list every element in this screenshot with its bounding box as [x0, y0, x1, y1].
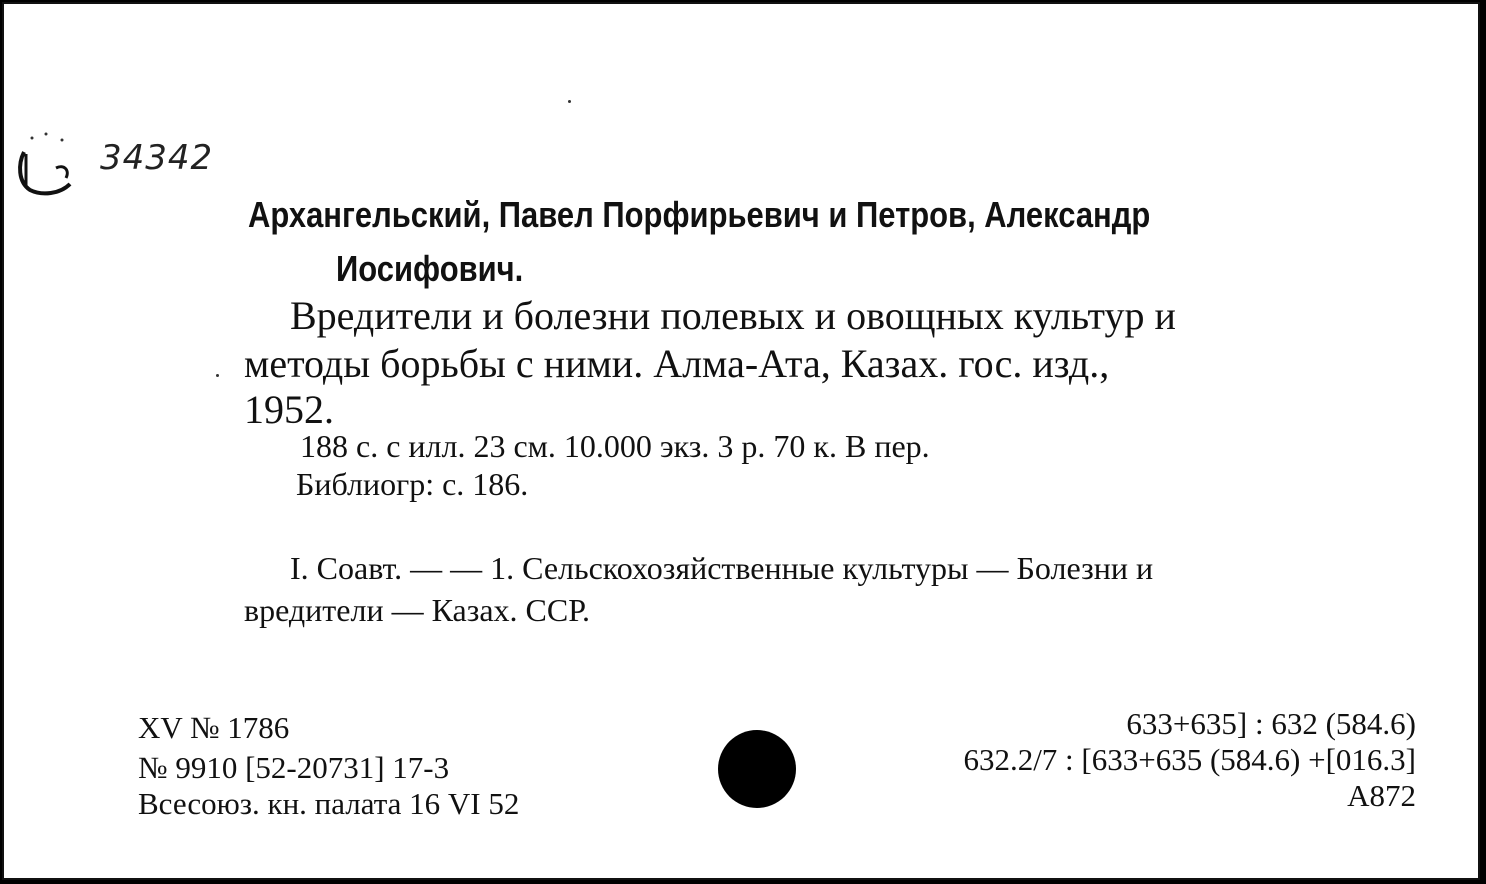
catalog-card: [2, 2, 1480, 880]
punch-hole: [718, 730, 796, 808]
author-heading-line-2: Иосифович.: [336, 248, 524, 289]
bottom-left-line-2: № 9910 [52-20731] 17-3: [138, 750, 450, 785]
author-heading-line-1: Архангельский, Павел Порфирьевич и Петров, Александр: [248, 194, 1151, 235]
classification-line-2: 632.2/7 : [633+635 (584.6) +[016.3]: [963, 742, 1416, 777]
title-line-1: Вредители и болезни полевых и овощных культур и: [290, 293, 1176, 338]
bottom-left-line-1: XV № 1786: [138, 710, 290, 745]
classification-line-1: 633+635] : 632 (584.6): [1126, 706, 1416, 741]
physical-description-line-2: Библиогр: с. 186.: [296, 466, 529, 502]
author-mark: А872: [1347, 778, 1416, 813]
bottom-left-line-3: Всесоюз. кн. палата 16 VI 52: [138, 786, 520, 821]
speck: [568, 100, 571, 103]
tracings-line-2: вредители — Казах. ССР.: [244, 592, 591, 628]
tracings-line-1: I. Соавт. — — 1. Сельскохозяйственные культуры — Болезни и: [290, 550, 1154, 586]
library-stamp-mark: [12, 124, 78, 204]
handwritten-accession-number: 34342: [100, 138, 214, 178]
physical-description-line-1: 188 с. с илл. 23 см. 10.000 экз. 3 р. 70 к. В пер.: [300, 428, 930, 464]
speck: [216, 374, 219, 377]
title-line-2: методы борьбы с ними. Алма-Ата, Казах. гос. изд.,: [244, 341, 1110, 386]
title-line-3: 1952.: [244, 387, 334, 432]
